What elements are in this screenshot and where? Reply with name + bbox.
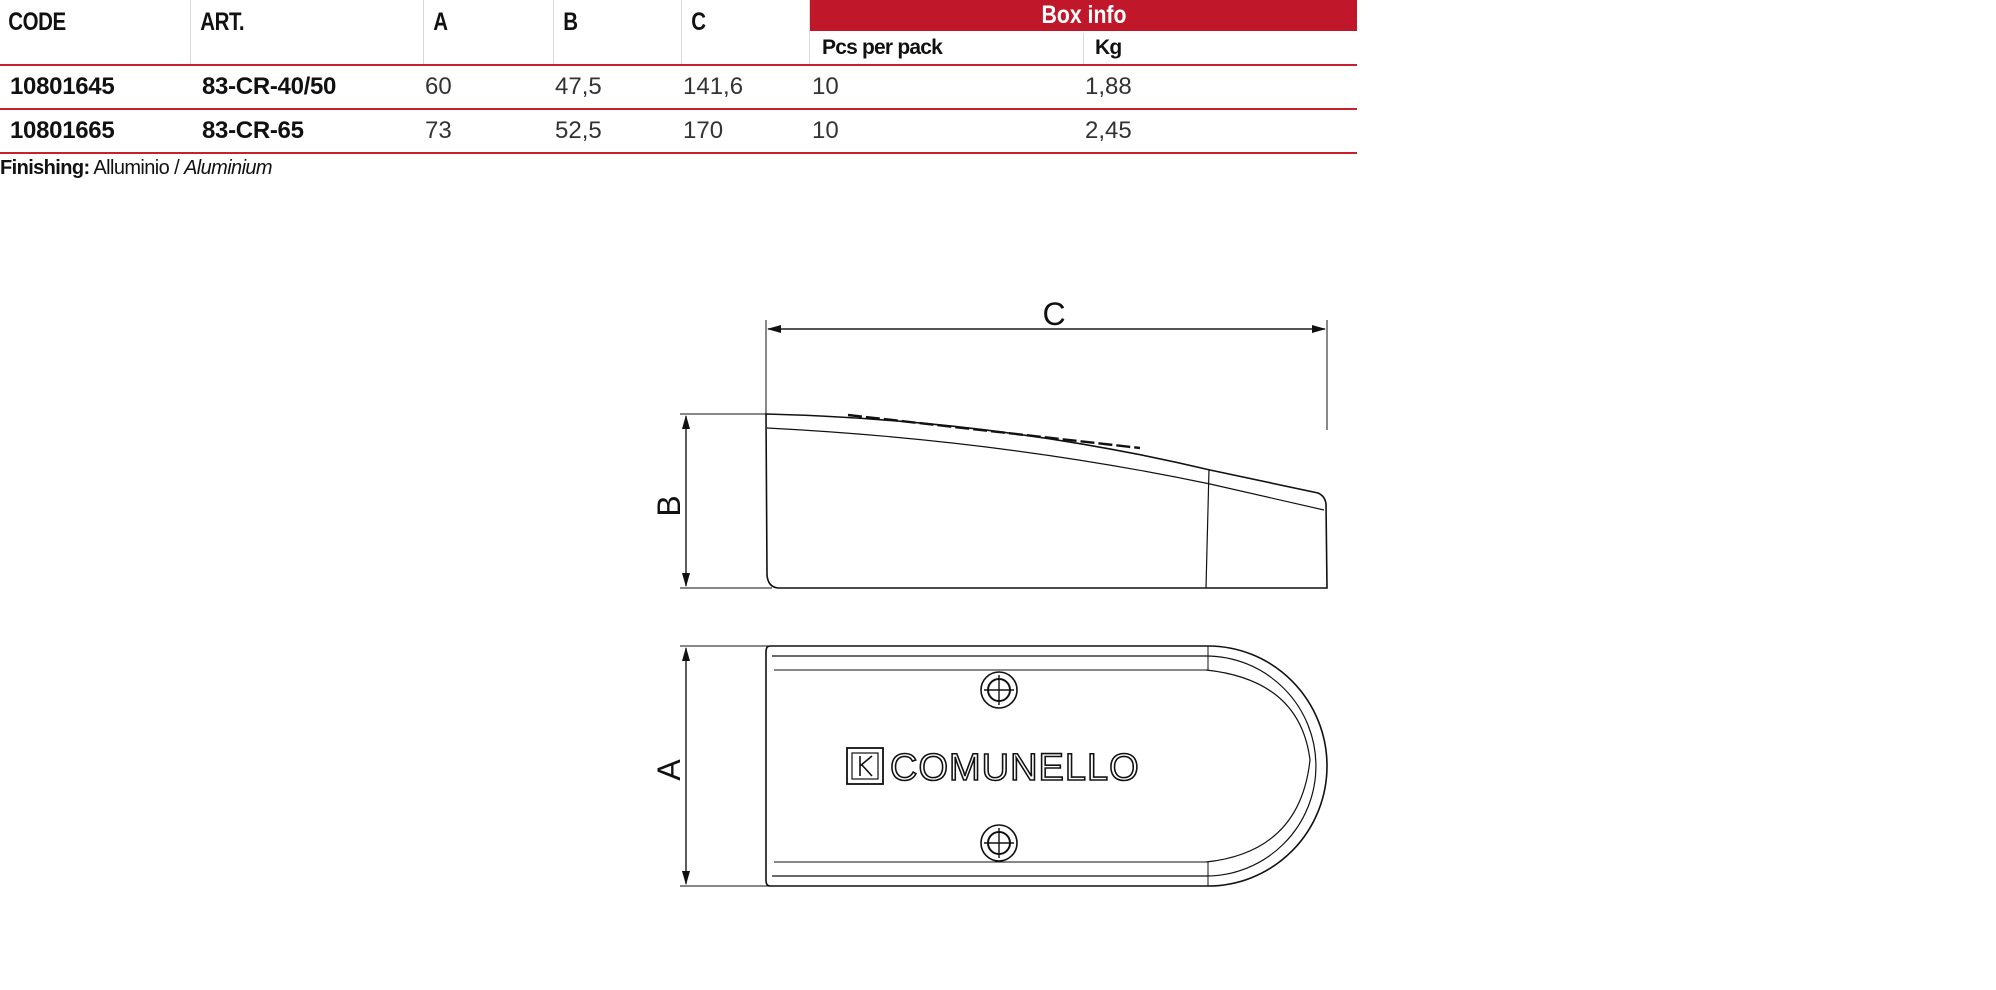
finishing-value-it: Alluminio /	[93, 157, 180, 179]
cell-pcs: 10	[812, 73, 839, 100]
cell-a: 73	[425, 117, 452, 144]
cell-b: 47,5	[555, 73, 602, 100]
dim-b-label: B	[651, 495, 687, 517]
dimension-b	[651, 414, 772, 588]
header-pcs-per-pack: Pcs per pack	[822, 36, 942, 59]
dim-c-label: C	[1042, 296, 1066, 332]
header-b: B	[563, 8, 578, 36]
screw-hole-icon	[981, 672, 1017, 708]
dim-a-label: A	[651, 759, 687, 781]
dimension-a	[651, 646, 770, 886]
cell-a: 60	[425, 73, 452, 100]
cell-kg: 1,88	[1085, 73, 1132, 100]
logo-text: COMUNELLO	[890, 747, 1140, 789]
cell-kg: 2,45	[1085, 117, 1132, 144]
comunello-logo-icon	[847, 747, 1140, 789]
header-kg: Kg	[1095, 36, 1122, 59]
side-view	[766, 414, 1327, 588]
cell-code: 10801645	[10, 73, 115, 100]
cell-art: 83-CR-40/50	[202, 73, 337, 100]
cell-c: 170	[683, 117, 724, 144]
screw-hole-icon	[981, 825, 1017, 861]
cell-b: 52,5	[555, 117, 602, 144]
header-art: ART.	[200, 8, 245, 36]
cell-art: 83-CR-65	[202, 117, 304, 144]
cell-c: 141,6	[683, 73, 744, 100]
cell-pcs: 10	[812, 117, 839, 144]
box-info-label: Box info	[1041, 1, 1126, 29]
header-c: C	[691, 8, 706, 36]
finishing-value-en: Aluminium	[184, 157, 272, 179]
cell-code: 10801665	[10, 117, 115, 144]
header-a: A	[433, 8, 448, 36]
finishing-label: Finishing:	[0, 157, 90, 179]
dimension-c	[766, 296, 1327, 430]
header-code: CODE	[8, 8, 66, 36]
